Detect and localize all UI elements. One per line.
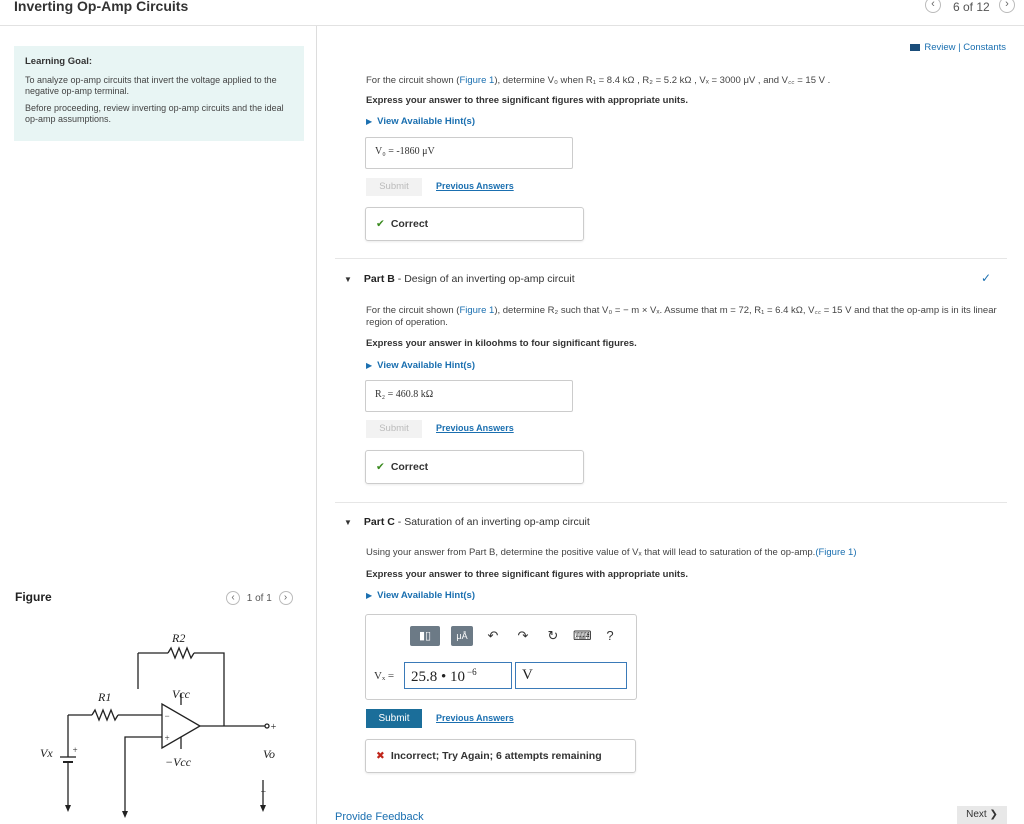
part-a-feedback: ✔ Correct xyxy=(365,207,584,241)
output-terminal xyxy=(265,724,269,728)
vx-label: Vx xyxy=(40,746,53,760)
figure-link[interactable]: (Figure 1) xyxy=(815,547,857,558)
part-b-hint-toggle[interactable]: ▶ View Available Hint(s) xyxy=(366,360,475,371)
part-b-question: For the circuit shown (Figure 1), determine R₂ such that V₀ = − m × Vₓ. Assume that m = 72, R₁ = 6.4 kΩ, V꜀꜀ = 15 V and that the op-amp is in its linear region of operation. xyxy=(366,305,997,328)
learning-goal-panel xyxy=(14,46,304,141)
battery-plus-label: + xyxy=(72,745,79,755)
redo-icon[interactable]: ↷ xyxy=(517,628,529,643)
learning-goal-heading: Learning Goal: xyxy=(25,56,93,67)
part-a-submit-button[interactable]: Submit xyxy=(366,178,422,196)
checkmark-icon: ✔ xyxy=(376,218,385,230)
part-b-feedback: ✔ Correct xyxy=(365,450,584,484)
learning-goal-text: To analyze op-amp circuits that invert the voltage applied to the negative op-amp terminal. xyxy=(25,75,277,96)
part-a-hint-toggle[interactable]: ▶ View Available Hint(s) xyxy=(366,116,475,127)
part-c-hint-toggle[interactable]: ▶ View Available Hint(s) xyxy=(366,590,475,601)
chevron-right-icon: › xyxy=(1005,0,1009,10)
chevron-left-icon: ‹ xyxy=(931,0,935,10)
part-a-instruction: Express your answer to three significant figures with appropriate units. xyxy=(366,95,689,106)
vcc-label: Vcc xyxy=(172,687,190,701)
figure-next-button[interactable]: › xyxy=(279,591,293,605)
caret-right-icon: ▶ xyxy=(366,117,373,126)
undo-icon[interactable]: ↶ xyxy=(487,628,499,643)
neg-vcc-label: −Vcc xyxy=(165,755,192,769)
column-divider xyxy=(316,26,317,824)
answer-label: Vₓ = xyxy=(374,670,395,682)
part-c-previous-answers-link[interactable]: Previous Answers xyxy=(436,713,514,723)
review-constants-link[interactable]: Review | Constants xyxy=(910,42,1006,53)
part-c-instruction: Express your answer to three significant figures with appropriate units. xyxy=(366,569,689,580)
resistor-r1 xyxy=(92,710,118,720)
page-title: Inverting Op-Amp Circuits xyxy=(14,0,189,14)
caret-down-icon: ▼ xyxy=(344,275,352,284)
figure-pager xyxy=(226,591,293,605)
part-c-submit-button[interactable]: Submit xyxy=(366,709,422,728)
figure-count: 1 of 1 xyxy=(246,592,272,604)
part-c-question: Using your answer from Part B, determine the positive value of Vₓ that will lead to saturation of the op-amp.(Figure 1) xyxy=(366,547,857,558)
figure-link[interactable]: Figure 1 xyxy=(459,305,495,316)
output-plus-label: + xyxy=(270,722,277,733)
ground-arrow xyxy=(122,811,128,818)
r1-label: R1 xyxy=(98,690,112,704)
part-b-instruction: Express your answer in kiloohms to four significant figures. xyxy=(366,338,637,349)
divider xyxy=(335,258,1007,259)
item-counter: 6 of 12 xyxy=(953,0,990,14)
figure-link[interactable]: Figure 1 xyxy=(459,75,495,86)
part-a-answer: V₀ = -1860 μV xyxy=(365,137,573,169)
help-icon[interactable]: ? xyxy=(606,628,614,643)
r2-label: R2 xyxy=(172,631,186,645)
learning-goal-review: Before proceeding, review inverting op-amp circuits and the ideal op-amp assumptions. xyxy=(25,103,284,124)
part-b-header[interactable]: ▼ Part B - Design of an inverting op-amp circuit xyxy=(344,273,575,285)
figure-prev-button[interactable]: ‹ xyxy=(226,591,240,605)
answer-unit-input[interactable]: V xyxy=(515,662,627,689)
templates-icon[interactable]: ▮▯ xyxy=(410,626,440,646)
part-a-previous-answers-link[interactable]: Previous Answers xyxy=(436,181,514,191)
part-b-previous-answers-link[interactable]: Previous Answers xyxy=(436,423,514,433)
caret-right-icon: ▶ xyxy=(366,361,373,370)
keyboard-icon[interactable]: ⌨ xyxy=(573,628,592,643)
answer-value-input[interactable]: 25.8 • 10 $^{-6}$ xyxy=(404,662,512,689)
figure-heading: Figure xyxy=(15,590,52,604)
output-arrow xyxy=(260,805,266,812)
vo-label: Vo xyxy=(263,747,275,761)
divider xyxy=(335,502,1007,503)
caret-right-icon: ▶ xyxy=(366,591,373,600)
inverting-input-label: − xyxy=(164,711,171,721)
next-button[interactable]: Next ❯ xyxy=(957,806,1007,824)
op-amp-circuit-diagram xyxy=(30,625,300,820)
checkmark-icon: ✔ xyxy=(376,461,385,473)
provide-feedback-link[interactable]: Provide Feedback xyxy=(335,811,424,823)
x-icon: ✖ xyxy=(376,750,385,762)
book-icon xyxy=(910,44,920,51)
noninverting-input-label: + xyxy=(164,733,171,743)
part-b-complete-icon: ✓ xyxy=(981,271,992,285)
part-b-submit-button[interactable]: Submit xyxy=(366,420,422,438)
caret-down-icon: ▼ xyxy=(344,518,352,527)
resistor-r2 xyxy=(168,648,194,658)
part-a-question: For the circuit shown (Figure 1), determine V₀ when R₁ = 8.4 kΩ , R₂ = 5.2 kΩ , Vₓ = 3000 μV , and V꜀꜀ = 15 V . xyxy=(366,75,831,86)
part-c-feedback: ✖ Incorrect; Try Again; 6 attempts remaining xyxy=(365,739,636,773)
output-minus-label: − xyxy=(260,787,267,798)
reset-icon[interactable]: ↻ xyxy=(547,628,559,643)
part-c-header[interactable]: ▼ Part C - Saturation of an inverting op-amp circuit xyxy=(344,516,590,528)
units-icon[interactable]: μÅ xyxy=(451,626,473,646)
ground-arrow xyxy=(65,805,71,812)
part-b-answer: R₂ = 460.8 kΩ xyxy=(365,380,573,412)
